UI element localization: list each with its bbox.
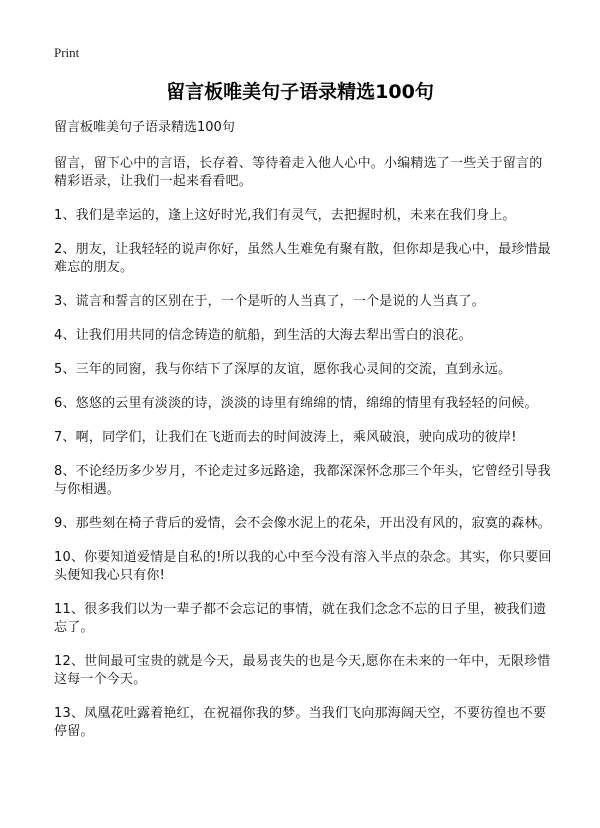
- list-item: 13、凤凰花吐露着艳红，在祝福你我的梦。当我们飞向那海阔天空，不要彷徨也不要停留。: [54, 706, 547, 739]
- print-link[interactable]: Print: [54, 45, 80, 60]
- list-item: 4、让我们用共同的信念铸造的航船，到生活的大海去犁出雪白的浪花。: [54, 328, 472, 343]
- list-item: 6、悠悠的云里有淡淡的诗，淡淡的诗里有绵绵的情，绵绵的情里有我轻轻的问候。: [54, 396, 538, 411]
- list-item: 12、世间最可宝贵的就是今天，最易丧失的也是今天,愿你在未来的一年中，无限珍惜这每一个今天。: [54, 654, 551, 687]
- document-subtitle: 留言板唯美句子语录精选100句: [54, 120, 235, 135]
- list-item: 2、朋友，让我轻轻的说声你好，虽然人生难免有聚有散，但你却是我心中，最珍惜最难忘的朋友。: [54, 242, 551, 275]
- list-item: 5、三年的同窗，我与你结下了深厚的友谊，愿你我心灵间的交流，直到永远。: [54, 362, 512, 377]
- list-item: 8、不论经历多少岁月，不论走过多远路途，我都深深怀念那三个年头，它曾经引导我与你相遇。: [54, 464, 551, 497]
- page-title: 留言板唯美句子语录精选100句: [166, 81, 434, 103]
- document-body: [54, 119, 554, 757]
- list-item: 3、谎言和誓言的区别在于，一个是听的人当真了，一个是说的人当真了。: [54, 294, 485, 309]
- intro-paragraph: 留言，留下心中的言语，长存着、等待着走入他人心中。小编精选了一些关于留言的精彩语录，让我们一起来看看吧。: [54, 156, 543, 189]
- list-item: 10、你要知道爱情是自私的!所以我的心中至今没有溶入半点的杂念。其实，你只要回头便知我心只有你!: [54, 550, 552, 583]
- list-item: 7、啊，同学们，让我们在飞逝而去的时间波涛上，乘风破浪，驶向成功的彼岸!: [54, 430, 517, 445]
- list-item: 9、那些刻在椅子背后的爱情，会不会像水泥上的花朵，开出没有风的，寂寞的森林。: [54, 516, 551, 531]
- list-item: 11、很多我们以为一辈子都不会忘记的事情，就在我们念念不忘的日子里，被我们遗忘了。: [54, 602, 547, 635]
- list-item: 1、我们是幸运的，逢上这好时光,我们有灵气，去把握时机，未来在我们身上。: [54, 208, 516, 223]
